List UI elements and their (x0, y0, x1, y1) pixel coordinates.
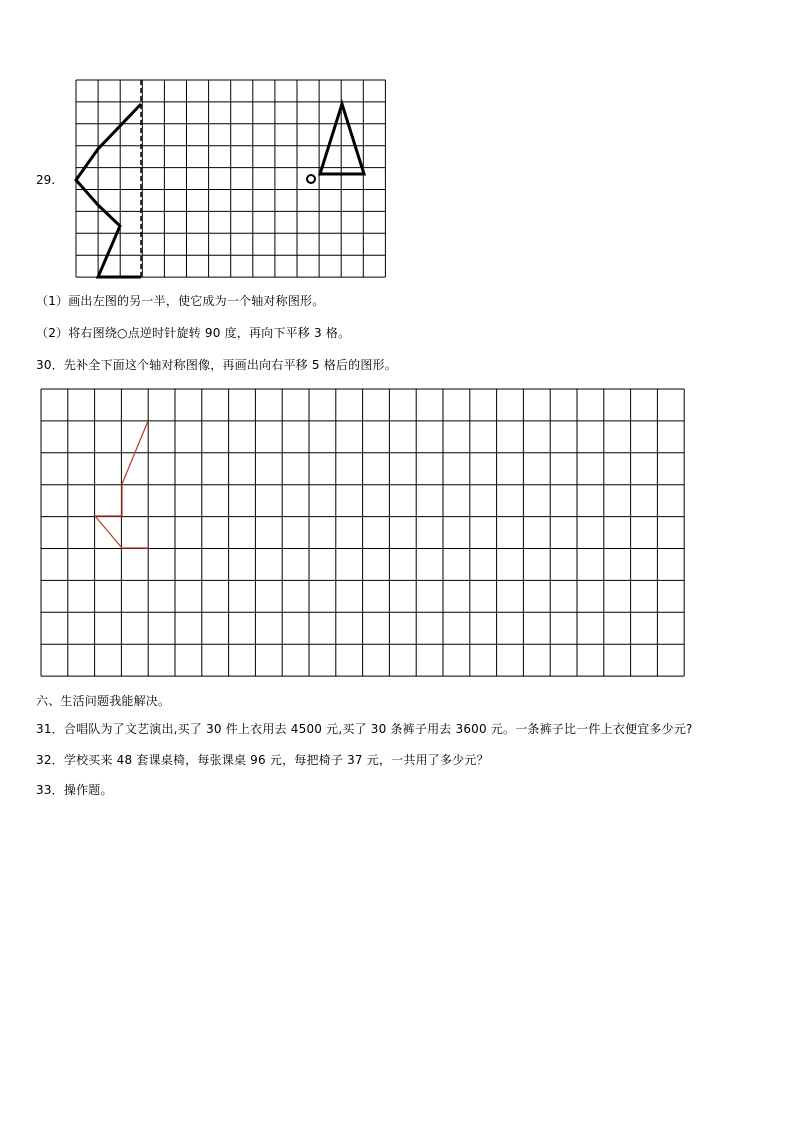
question-29-number: 29. (36, 173, 56, 187)
question-29-sub2: （2）将右图绕○点逆时针旋转 90 度，再向下平移 3 格。 (36, 326, 351, 340)
question-30-text: 30．先补全下面这个轴对称图像，再画出向右平移 5 格后的图形。 (36, 358, 397, 372)
question-29-sub1: （1）画出左图的另一半，使它成为一个轴对称图形。 (36, 294, 325, 308)
question-32-text: 32．学校买来 48 套课桌椅，每张课桌 96 元，每把椅子 37 元，一共用了多少元？ (36, 753, 489, 767)
question-31-text: 31．合唱队为了文艺演出,买了 30 件上衣用去 4500 元,买了 30 条裤子用去 3600 元。一条裤子比一件上衣便宜多少元? (36, 722, 693, 736)
section-6-title: 六、生活问题我能解决。 (36, 694, 171, 708)
question-33-text: 33．操作题。 (36, 783, 113, 797)
